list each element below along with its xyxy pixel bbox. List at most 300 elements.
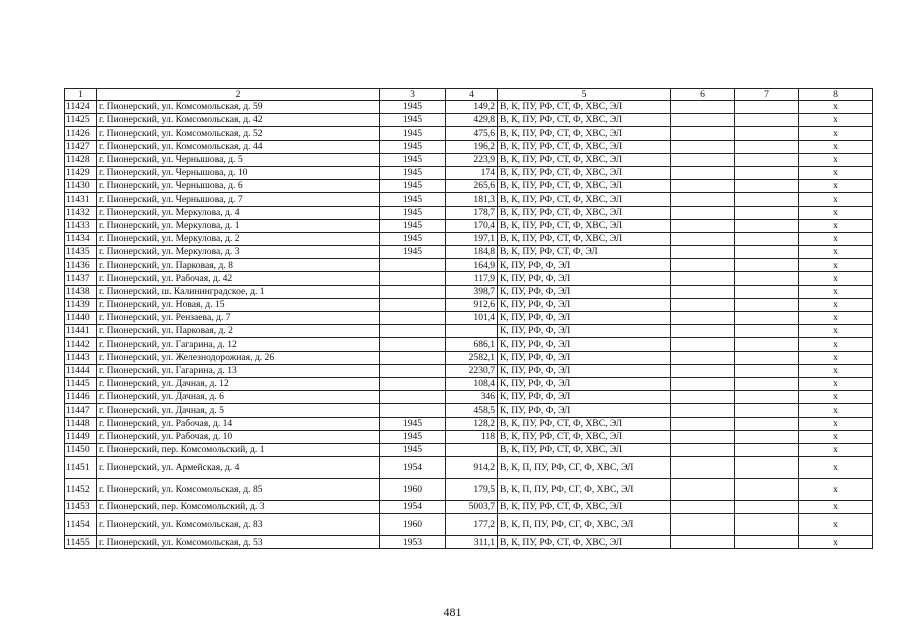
column-6-cell <box>671 272 735 285</box>
address-cell: г. Пионерский, ул. Комсомольская, д. 52 <box>97 127 380 140</box>
mark-cell: х <box>799 404 873 417</box>
column-6-cell <box>671 351 735 364</box>
mark-cell: х <box>799 391 873 404</box>
table-row <box>65 246 873 259</box>
table-row <box>65 338 873 351</box>
column-6-cell <box>671 232 735 245</box>
mark-cell: х <box>799 193 873 206</box>
area-cell: 181,3 <box>446 193 498 206</box>
table-body <box>65 101 873 549</box>
table-row <box>65 206 873 219</box>
area-cell: 149,2 <box>446 101 498 114</box>
row-number-cell: 11447 <box>65 404 97 417</box>
address-cell: г. Пионерский, ул. Чернышова, д. 10 <box>97 166 380 179</box>
row-number-cell: 11430 <box>65 180 97 193</box>
year-cell: 1945 <box>380 114 446 127</box>
mark-cell: х <box>799 206 873 219</box>
table-row <box>65 430 873 443</box>
year-cell <box>380 312 446 325</box>
housing-registry-table <box>64 88 873 549</box>
column-7-cell <box>735 127 799 140</box>
column-7-cell <box>735 391 799 404</box>
table-row <box>65 312 873 325</box>
row-number-cell: 11424 <box>65 101 97 114</box>
systems-cell: К, ПУ, РФ, Ф, ЭЛ <box>498 259 671 272</box>
mark-cell: х <box>799 114 873 127</box>
systems-cell: К, ПУ, РФ, Ф, ЭЛ <box>498 404 671 417</box>
table-header <box>65 89 873 101</box>
systems-cell: В, К, ПУ, РФ, СТ, Ф, ХВС, ЭЛ <box>498 232 671 245</box>
systems-cell: К, ПУ, РФ, Ф, ЭЛ <box>498 325 671 338</box>
systems-cell: К, ПУ, РФ, Ф, ЭЛ <box>498 391 671 404</box>
row-number-cell: 11445 <box>65 377 97 390</box>
table-row <box>65 140 873 153</box>
column-7-cell <box>735 140 799 153</box>
year-cell <box>380 338 446 351</box>
row-number-cell: 11441 <box>65 325 97 338</box>
systems-cell: К, ПУ, РФ, Ф, ЭЛ <box>498 351 671 364</box>
column-6-cell <box>671 404 735 417</box>
row-number-cell: 11429 <box>65 166 97 179</box>
table-row <box>65 153 873 166</box>
mark-cell: х <box>799 417 873 430</box>
table-row <box>65 219 873 232</box>
table-row <box>65 514 873 536</box>
area-cell: 223,9 <box>446 153 498 166</box>
row-number-cell: 11455 <box>65 536 97 549</box>
address-cell: г. Пионерский, пер. Комсомольский, д. 1 <box>97 443 380 456</box>
address-cell: г. Пионерский, ул. Чернышова, д. 5 <box>97 153 380 166</box>
row-number-cell: 11428 <box>65 153 97 166</box>
column-6-cell <box>671 259 735 272</box>
column-6-cell <box>671 536 735 549</box>
address-cell: г. Пионерский, ул. Рабочая, д. 14 <box>97 417 380 430</box>
header-cell-6: 6 <box>671 89 735 101</box>
header-cell-4: 4 <box>446 89 498 101</box>
mark-cell: х <box>799 219 873 232</box>
column-7-cell <box>735 479 799 501</box>
column-7-cell <box>735 430 799 443</box>
systems-cell: В, К, ПУ, РФ, СТ, Ф, ХВС, ЭЛ <box>498 219 671 232</box>
mark-cell: х <box>799 127 873 140</box>
year-cell: 1945 <box>380 206 446 219</box>
column-7-cell <box>735 338 799 351</box>
table-row <box>65 417 873 430</box>
mark-cell: х <box>799 153 873 166</box>
address-cell: г. Пионерский, ул. Комсомольская, д. 53 <box>97 536 380 549</box>
address-cell: г. Пионерский, ул. Меркулова, д. 3 <box>97 246 380 259</box>
area-cell: 197,1 <box>446 232 498 245</box>
mark-cell: х <box>799 443 873 456</box>
column-7-cell <box>735 259 799 272</box>
column-6-cell <box>671 193 735 206</box>
address-cell: г. Пионерский, ул. Чернышова, д. 7 <box>97 193 380 206</box>
area-cell: 177,2 <box>446 514 498 536</box>
year-cell <box>380 377 446 390</box>
column-7-cell <box>735 246 799 259</box>
row-number-cell: 11431 <box>65 193 97 206</box>
table-row <box>65 457 873 479</box>
column-7-cell <box>735 312 799 325</box>
row-number-cell: 11435 <box>65 246 97 259</box>
area-cell: 2230,7 <box>446 364 498 377</box>
area-cell: 2582,1 <box>446 351 498 364</box>
header-cell-3: 3 <box>380 89 446 101</box>
column-6-cell <box>671 180 735 193</box>
table-row <box>65 536 873 549</box>
row-number-cell: 11433 <box>65 219 97 232</box>
table-row <box>65 272 873 285</box>
systems-cell: К, ПУ, РФ, Ф, ЭЛ <box>498 272 671 285</box>
area-cell <box>446 325 498 338</box>
area-cell <box>446 443 498 456</box>
table-row <box>65 501 873 514</box>
column-7-cell <box>735 206 799 219</box>
column-7-cell <box>735 298 799 311</box>
address-cell: г. Пионерский, ул. Железнодорожная, д. 26 <box>97 351 380 364</box>
column-7-cell <box>735 285 799 298</box>
header-cell-5: 5 <box>498 89 671 101</box>
year-cell: 1945 <box>380 246 446 259</box>
table-row <box>65 298 873 311</box>
area-cell: 196,2 <box>446 140 498 153</box>
column-6-cell <box>671 364 735 377</box>
mark-cell: х <box>799 180 873 193</box>
table-row <box>65 377 873 390</box>
area-cell: 108,4 <box>446 377 498 390</box>
column-7-cell <box>735 180 799 193</box>
systems-cell: К, ПУ, РФ, Ф, ЭЛ <box>498 285 671 298</box>
systems-cell: В, К, П, ПУ, РФ, СГ, Ф, ХВС, ЭЛ <box>498 457 671 479</box>
year-cell: 1945 <box>380 443 446 456</box>
column-6-cell <box>671 219 735 232</box>
column-7-cell <box>735 377 799 390</box>
table-row <box>65 404 873 417</box>
area-cell: 311,1 <box>446 536 498 549</box>
address-cell: г. Пионерский, ул. Дачная, д. 5 <box>97 404 380 417</box>
address-cell: г. Пионерский, ул. Гагарина, д. 12 <box>97 338 380 351</box>
column-6-cell <box>671 166 735 179</box>
systems-cell: В, К, П, ПУ, РФ, СГ, Ф, ХВС, ЭЛ <box>498 514 671 536</box>
column-6-cell <box>671 479 735 501</box>
row-number-cell: 11438 <box>65 285 97 298</box>
row-number-cell: 11427 <box>65 140 97 153</box>
systems-cell: В, К, П, ПУ, РФ, СГ, Ф, ХВС, ЭЛ <box>498 479 671 501</box>
column-7-cell <box>735 193 799 206</box>
systems-cell: К, ПУ, РФ, Ф, ЭЛ <box>498 312 671 325</box>
mark-cell: х <box>799 246 873 259</box>
address-cell: г. Пионерский, ул. Комсомольская, д. 44 <box>97 140 380 153</box>
year-cell <box>380 325 446 338</box>
systems-cell: В, К, ПУ, РФ, СТ, Ф, ХВС, ЭЛ <box>498 206 671 219</box>
address-cell: г. Пионерский, ул. Комсомольская, д. 59 <box>97 101 380 114</box>
table-row <box>65 193 873 206</box>
area-cell: 184,8 <box>446 246 498 259</box>
year-cell: 1945 <box>380 140 446 153</box>
column-7-cell <box>735 232 799 245</box>
address-cell: г. Пионерский, ул. Комсомольская, д. 85 <box>97 479 380 501</box>
column-7-cell <box>735 443 799 456</box>
area-cell: 914,2 <box>446 457 498 479</box>
address-cell: г. Пионерский, ул. Дачная, д. 12 <box>97 377 380 390</box>
row-number-cell: 11453 <box>65 501 97 514</box>
mark-cell: х <box>799 338 873 351</box>
year-cell: 1945 <box>380 219 446 232</box>
year-cell: 1945 <box>380 166 446 179</box>
column-6-cell <box>671 391 735 404</box>
year-cell: 1945 <box>380 127 446 140</box>
table-row <box>65 259 873 272</box>
mark-cell: х <box>799 285 873 298</box>
column-6-cell <box>671 338 735 351</box>
mark-cell: х <box>799 259 873 272</box>
row-number-cell: 11434 <box>65 232 97 245</box>
address-cell: г. Пионерский, ул. Рабочая, д. 42 <box>97 272 380 285</box>
table-row <box>65 127 873 140</box>
column-7-cell <box>735 272 799 285</box>
column-7-cell <box>735 351 799 364</box>
column-6-cell <box>671 430 735 443</box>
address-cell: г. Пионерский, ул. Меркулова, д. 2 <box>97 232 380 245</box>
systems-cell: В, К, ПУ, РФ, СТ, Ф, ХВС, ЭЛ <box>498 193 671 206</box>
header-row <box>65 89 873 101</box>
year-cell: 1960 <box>380 479 446 501</box>
header-cell-1: 1 <box>65 89 97 101</box>
area-cell: 346 <box>446 391 498 404</box>
systems-cell: В, К, ПУ, РФ, СТ, Ф, ХВС, ЭЛ <box>498 417 671 430</box>
mark-cell: х <box>799 351 873 364</box>
area-cell: 265,6 <box>446 180 498 193</box>
column-7-cell <box>735 166 799 179</box>
column-7-cell <box>735 325 799 338</box>
address-cell: г. Пионерский, ш. Калининградское, д. 1 <box>97 285 380 298</box>
column-6-cell <box>671 101 735 114</box>
column-6-cell <box>671 325 735 338</box>
year-cell: 1945 <box>380 153 446 166</box>
column-6-cell <box>671 140 735 153</box>
address-cell: г. Пионерский, ул. Чернышова, д. 6 <box>97 180 380 193</box>
column-7-cell <box>735 536 799 549</box>
row-number-cell: 11432 <box>65 206 97 219</box>
table-row <box>65 325 873 338</box>
column-7-cell <box>735 101 799 114</box>
column-7-cell <box>735 404 799 417</box>
row-number-cell: 11449 <box>65 430 97 443</box>
mark-cell: х <box>799 325 873 338</box>
row-number-cell: 11444 <box>65 364 97 377</box>
year-cell <box>380 364 446 377</box>
area-cell: 429,8 <box>446 114 498 127</box>
area-cell: 117,9 <box>446 272 498 285</box>
row-number-cell: 11451 <box>65 457 97 479</box>
mark-cell: х <box>799 377 873 390</box>
systems-cell: В, К, ПУ, РФ, СТ, Ф, ХВС, ЭЛ <box>498 501 671 514</box>
column-6-cell <box>671 312 735 325</box>
systems-cell: В, К, ПУ, РФ, СТ, Ф, ХВС, ЭЛ <box>498 114 671 127</box>
area-cell: 475,6 <box>446 127 498 140</box>
table-row <box>65 114 873 127</box>
column-7-cell <box>735 514 799 536</box>
address-cell: г. Пионерский, ул. Гагарина, д. 13 <box>97 364 380 377</box>
area-cell: 398,7 <box>446 285 498 298</box>
mark-cell: х <box>799 430 873 443</box>
column-7-cell <box>735 457 799 479</box>
address-cell: г. Пионерский, пер. Комсомольский, д. 3 <box>97 501 380 514</box>
systems-cell: В, К, ПУ, РФ, СТ, Ф, ХВС, ЭЛ <box>498 140 671 153</box>
header-cell-8: 8 <box>799 89 873 101</box>
table-row <box>65 166 873 179</box>
year-cell: 1954 <box>380 501 446 514</box>
row-number-cell: 11439 <box>65 298 97 311</box>
column-6-cell <box>671 206 735 219</box>
systems-cell: В, К, ПУ, РФ, СТ, Ф, ХВС, ЭЛ <box>498 430 671 443</box>
address-cell: г. Пионерский, ул. Парковая, д. 8 <box>97 259 380 272</box>
year-cell: 1945 <box>380 193 446 206</box>
mark-cell: х <box>799 536 873 549</box>
systems-cell: В, К, ПУ, РФ, СТ, Ф, ХВС, ЭЛ <box>498 127 671 140</box>
area-cell: 458,5 <box>446 404 498 417</box>
systems-cell: К, ПУ, РФ, Ф, ЭЛ <box>498 298 671 311</box>
row-number-cell: 11437 <box>65 272 97 285</box>
address-cell: г. Пионерский, ул. Армейская, д. 4 <box>97 457 380 479</box>
mark-cell: х <box>799 232 873 245</box>
column-6-cell <box>671 514 735 536</box>
column-7-cell <box>735 153 799 166</box>
column-6-cell <box>671 127 735 140</box>
area-cell: 128,2 <box>446 417 498 430</box>
year-cell <box>380 298 446 311</box>
row-number-cell: 11452 <box>65 479 97 501</box>
year-cell <box>380 404 446 417</box>
systems-cell: В, К, ПУ, РФ, СТ, Ф, ХВС, ЭЛ <box>498 180 671 193</box>
mark-cell: х <box>799 166 873 179</box>
systems-cell: В, К, ПУ, РФ, СТ, Ф, ХВС, ЭЛ <box>498 536 671 549</box>
table-row <box>65 479 873 501</box>
address-cell: г. Пионерский, ул. Парковая, д. 2 <box>97 325 380 338</box>
row-number-cell: 11426 <box>65 127 97 140</box>
table-row <box>65 232 873 245</box>
mark-cell: х <box>799 514 873 536</box>
systems-cell: В, К, ПУ, РФ, СТ, Ф, ХВС, ЭЛ <box>498 443 671 456</box>
row-number-cell: 11443 <box>65 351 97 364</box>
year-cell: 1945 <box>380 430 446 443</box>
year-cell <box>380 272 446 285</box>
mark-cell: х <box>799 101 873 114</box>
systems-cell: В, К, ПУ, РФ, СТ, Ф, ЭЛ <box>498 246 671 259</box>
area-cell: 179,5 <box>446 479 498 501</box>
row-number-cell: 11436 <box>65 259 97 272</box>
year-cell: 1945 <box>380 180 446 193</box>
table-row <box>65 285 873 298</box>
year-cell: 1945 <box>380 101 446 114</box>
address-cell: г. Пионерский, ул. Рабочая, д. 10 <box>97 430 380 443</box>
mark-cell: х <box>799 457 873 479</box>
year-cell <box>380 285 446 298</box>
systems-cell: К, ПУ, РФ, Ф, ЭЛ <box>498 377 671 390</box>
row-number-cell: 11425 <box>65 114 97 127</box>
mark-cell: х <box>799 272 873 285</box>
row-number-cell: 11446 <box>65 391 97 404</box>
year-cell: 1953 <box>380 536 446 549</box>
area-cell: 686,1 <box>446 338 498 351</box>
table-row <box>65 391 873 404</box>
column-6-cell <box>671 457 735 479</box>
mark-cell: х <box>799 501 873 514</box>
address-cell: г. Пионерский, ул. Меркулова, д. 1 <box>97 219 380 232</box>
row-number-cell: 11454 <box>65 514 97 536</box>
year-cell <box>380 259 446 272</box>
column-6-cell <box>671 377 735 390</box>
column-6-cell <box>671 501 735 514</box>
table-row <box>65 101 873 114</box>
year-cell <box>380 351 446 364</box>
area-cell: 5003,7 <box>446 501 498 514</box>
systems-cell: В, К, ПУ, РФ, СТ, Ф, ХВС, ЭЛ <box>498 166 671 179</box>
year-cell: 1945 <box>380 417 446 430</box>
systems-cell: В, К, ПУ, РФ, СТ, Ф, ХВС, ЭЛ <box>498 101 671 114</box>
area-cell: 912,6 <box>446 298 498 311</box>
header-cell-7: 7 <box>735 89 799 101</box>
year-cell <box>380 391 446 404</box>
table-row <box>65 180 873 193</box>
column-7-cell <box>735 219 799 232</box>
area-cell: 178,7 <box>446 206 498 219</box>
year-cell: 1954 <box>380 457 446 479</box>
table-row <box>65 443 873 456</box>
column-6-cell <box>671 298 735 311</box>
column-6-cell <box>671 417 735 430</box>
year-cell: 1945 <box>380 232 446 245</box>
page-number: 481 <box>443 605 462 619</box>
systems-cell: К, ПУ, РФ, Ф, ЭЛ <box>498 364 671 377</box>
column-6-cell <box>671 443 735 456</box>
column-7-cell <box>735 364 799 377</box>
area-cell: 164,9 <box>446 259 498 272</box>
table-row <box>65 351 873 364</box>
systems-cell: В, К, ПУ, РФ, СТ, Ф, ХВС, ЭЛ <box>498 153 671 166</box>
systems-cell: К, ПУ, РФ, Ф, ЭЛ <box>498 338 671 351</box>
mark-cell: х <box>799 298 873 311</box>
area-cell: 174 <box>446 166 498 179</box>
address-cell: г. Пионерский, ул. Дачная, д. 6 <box>97 391 380 404</box>
area-cell: 118 <box>446 430 498 443</box>
row-number-cell: 11448 <box>65 417 97 430</box>
address-cell: г. Пионерский, ул. Комсомольская, д. 42 <box>97 114 380 127</box>
column-6-cell <box>671 246 735 259</box>
year-cell: 1960 <box>380 514 446 536</box>
address-cell: г. Пионерский, ул. Рензаева, д. 7 <box>97 312 380 325</box>
row-number-cell: 11440 <box>65 312 97 325</box>
column-7-cell <box>735 114 799 127</box>
column-7-cell <box>735 501 799 514</box>
area-cell: 170,4 <box>446 219 498 232</box>
mark-cell: х <box>799 479 873 501</box>
row-number-cell: 11450 <box>65 443 97 456</box>
mark-cell: х <box>799 312 873 325</box>
column-6-cell <box>671 153 735 166</box>
column-6-cell <box>671 285 735 298</box>
header-cell-2: 2 <box>97 89 380 101</box>
mark-cell: х <box>799 140 873 153</box>
row-number-cell: 11442 <box>65 338 97 351</box>
mark-cell: х <box>799 364 873 377</box>
column-6-cell <box>671 114 735 127</box>
area-cell: 101,4 <box>446 312 498 325</box>
column-7-cell <box>735 417 799 430</box>
address-cell: г. Пионерский, ул. Меркулова, д. 4 <box>97 206 380 219</box>
table-row <box>65 364 873 377</box>
address-cell: г. Пионерский, ул. Новая, д. 15 <box>97 298 380 311</box>
